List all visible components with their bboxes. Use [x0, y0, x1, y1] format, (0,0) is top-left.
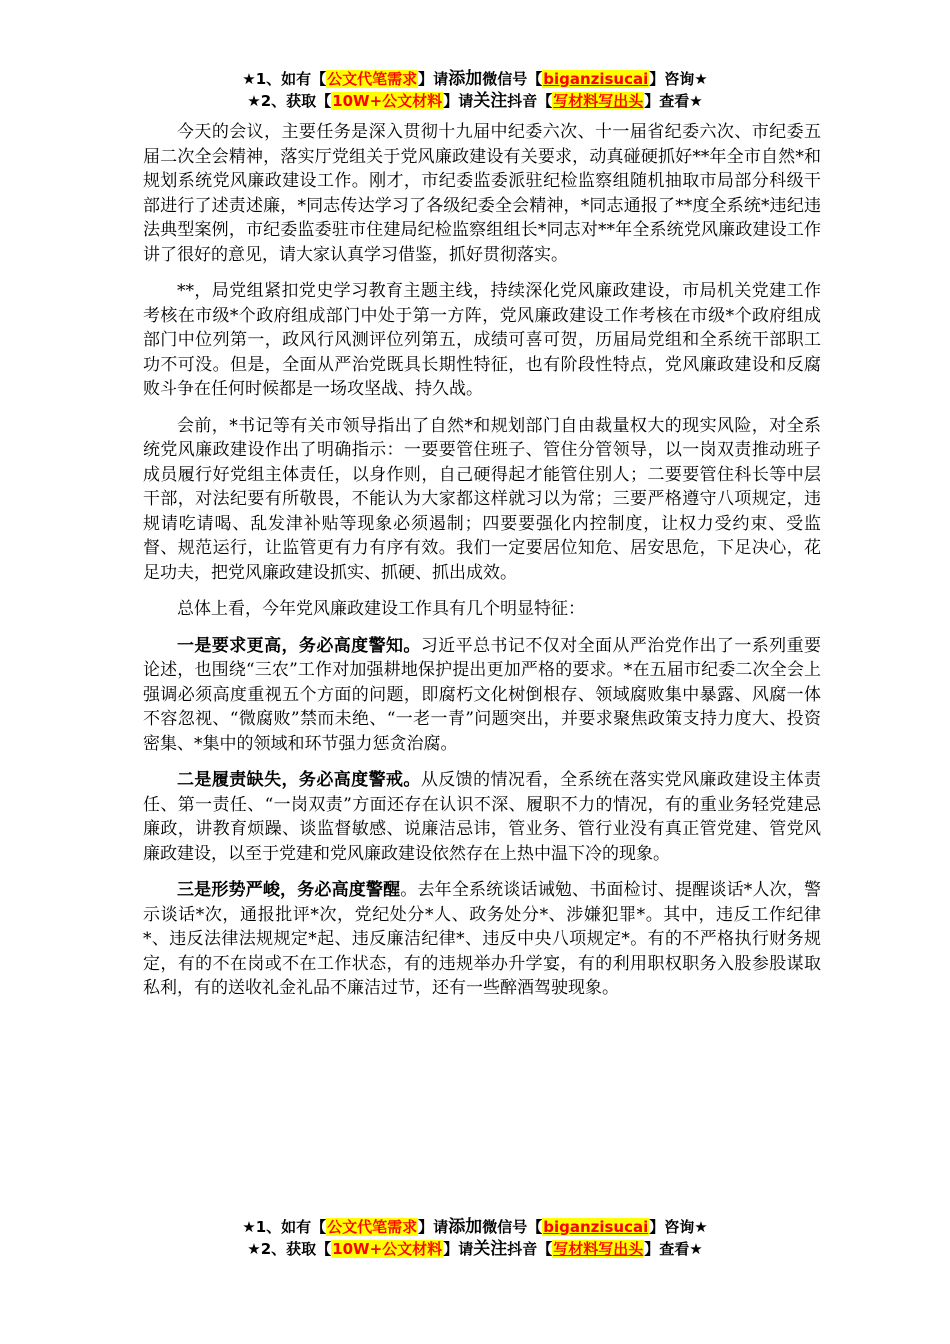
header-banner	[0, 68, 950, 112]
banner-text: 】咨询★	[649, 1218, 708, 1236]
banner-emphasis: 添加	[448, 69, 483, 89]
highlight-materials: 10W+公文材料	[332, 92, 443, 110]
banner-text: 】查看★	[644, 92, 703, 110]
paragraph-text: 今天的会议，主要任务是深入贯彻十九届中纪委六次、十一届省纪委六次、市纪委五届二次全会精神，落实厅党组关于党风廉政建设有关要求，动真碰硬抓好**年全市自然*和规划系统党风廉政建设工作。刚才，市纪委监委派驻纪检监察组随机抽取市局部分科级干部进行了述责述廉，*同志传达学习了各级纪委全会精神，*同志通报了**度全系统*违纪违法典型案例，市纪委监委驻市住建局纪检监察组组长*同志对**年全系统党风廉政建设工作讲了很好的意见，请大家认真学习借鉴，抓好贯彻落实。	[143, 122, 821, 265]
banner-emphasis: 添加	[448, 1217, 483, 1237]
banner-line-2	[0, 1238, 950, 1260]
banner-text: ★1、如有【	[242, 70, 327, 88]
banner-text: 抖音【	[507, 92, 553, 110]
banner-emphasis: 关注	[473, 91, 508, 111]
paragraph-text: 。去年全系统谈话诫勉、书面检讨、提醒谈话*人次，警示谈话*次，通报批评*次，党纪处分*人、政务处分*、涉嫌犯罪*。其中，违反工作纪律*、违反法律法规规定*起、违反廉洁纪律*、违反中央八项规定*。有的不严格执行财务规定，有的不在岗或不在工作状态，有的违规举办升学宴，有的利用职权职务入股参股谋取私利，有的送收礼金礼品不廉洁过节，还有一些醉酒驾驶现象。	[143, 880, 822, 998]
paragraph	[143, 634, 821, 757]
paragraph-text: 会前，*书记等有关市领导指出了自然*和规划部门自由裁量权大的现实风险，对全系统党风廉政建设作出了明确指示：一要要管住班子、管住分管领导，以一岗双责推动班子成员履行好党组主体责任，以身作则，自己硬得起才能管住别人；二要要管住科长等中层干部，对法纪要有所敬畏，不能认为大家都这样就习以为常；三要严格遵守八项规定，违规请吃请喝、乱发津补贴等现象必须遏制；四要要强化内控制度，让权力受约束、受监督、规范运行，让监管更有力有序有效。我们一定要居位知危、居安思危，下足决心，花足功夫，把党风廉政建设抓实、抓硬、抓出成效。	[143, 415, 821, 583]
highlight-service: 公文代笔需求	[327, 70, 418, 88]
document-body	[143, 120, 821, 1013]
wechat-id-link[interactable]: biganzisucai	[543, 1218, 649, 1236]
banner-text: 】查看★	[644, 1240, 703, 1258]
banner-line-1	[0, 1216, 950, 1238]
paragraph-text: **，局党组紧扣党史学习教育主题主线，持续深化党风廉政建设，市局机关党建工作考核在市级*个政府组成部门中处于第一方阵，党风廉政建设工作考核在市级*个政府组成部门中位列第一，政风行风测评位列第五，成绩可喜可贺，历届局党组和全系统干部职工功不可没。但是，全面从严治党既具长期性特征，也有阶段性特点，党风廉政建设和反腐败斗争在任何时候都是一场攻坚战、持久战。	[143, 281, 821, 399]
paragraph	[143, 878, 821, 1001]
banner-line-1	[0, 68, 950, 90]
banner-line-2	[0, 90, 950, 112]
banner-emphasis: 关注	[473, 1239, 508, 1259]
banner-text: 】请	[443, 92, 474, 110]
paragraph	[143, 120, 821, 267]
douyin-account-link[interactable]: 写材料写出头	[553, 1240, 644, 1258]
banner-text: 】请	[418, 70, 449, 88]
paragraph-text: 从反馈的情况看，全系统在落实党风廉政建设主体责任、第一责任、“一岗双责”方面还存在认识不深、履职不力的情况，有的重业务轻党建忌廉政，讲教育烦躁、谈监督敏感、说廉洁忌讳，管业务、管行业没有真正管党建、管党风廉政建设，以至于党建和党风廉政建设依然存在上热中温下冷的现象。	[143, 770, 822, 864]
highlight-materials: 10W+公文材料	[332, 1240, 443, 1258]
paragraph-lead: 二是履责缺失，务必高度警戒。	[177, 770, 421, 790]
banner-text: ★1、如有【	[242, 1218, 327, 1236]
paragraph	[143, 768, 821, 866]
wechat-id-link[interactable]: biganzisucai	[543, 70, 649, 88]
paragraph	[143, 414, 821, 586]
footer-banner	[0, 1216, 950, 1260]
paragraph-text: 习近平总书记不仅对全面从严治党作出了一系列重要论述，也围绕“三农”工作对加强耕地保护提出更加严格的要求。*在五届市纪委二次全会上强调必须高度重视五个方面的问题，即腐朽文化树倒根存、领域腐败集中暴露、风腐一体不容忽视、“微腐败”禁而未绝、“一老一青”问题突出，并要求聚焦政策支持力度大、投资密集、*集中的领域和环节强力惩贪治腐。	[143, 635, 822, 754]
paragraph	[143, 279, 821, 402]
paragraph-text: 总体上看，今年党风廉政建设工作具有几个明显特征：	[177, 599, 585, 619]
banner-text: 微信号【	[482, 1218, 543, 1236]
banner-text: 】请	[443, 1240, 474, 1258]
banner-text: ★2、获取【	[247, 92, 332, 110]
banner-text: 】咨询★	[649, 70, 708, 88]
highlight-service: 公文代笔需求	[327, 1218, 418, 1236]
banner-text: 抖音【	[507, 1240, 553, 1258]
banner-text: ★2、获取【	[247, 1240, 332, 1258]
banner-text: 微信号【	[482, 70, 543, 88]
paragraph-lead: 三是形势严峻，务必高度警醒	[177, 880, 401, 900]
banner-text: 】请	[418, 1218, 449, 1236]
paragraph-lead: 一是要求更高，务必高度警知。	[177, 635, 421, 656]
paragraph	[143, 597, 821, 622]
douyin-account-link[interactable]: 写材料写出头	[553, 92, 644, 110]
